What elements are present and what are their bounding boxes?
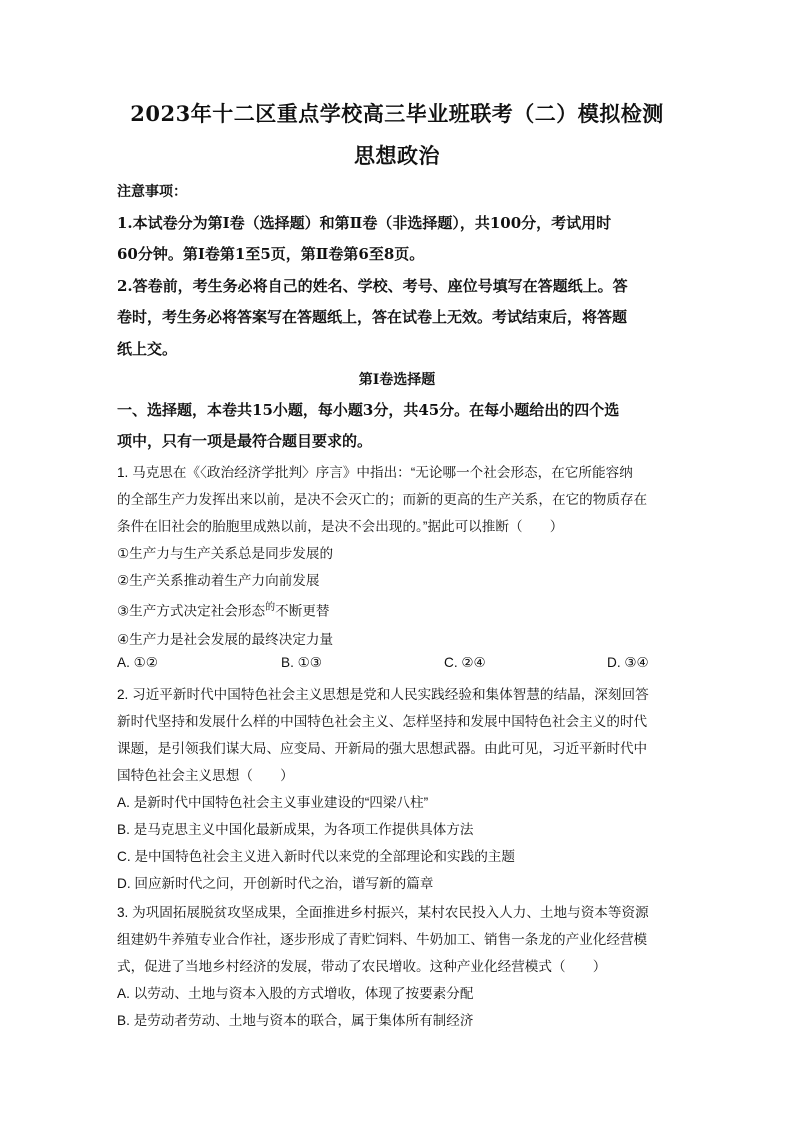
q1-option-a: A. ①② bbox=[117, 655, 158, 670]
q2-option-a: A. 是新时代中国特色社会主义事业建设的“四梁八柱” bbox=[117, 795, 429, 810]
section-intro-line-1: 一、选择题，本卷共15小题，每小题3分，共45分。在每小题给出的四个选 bbox=[117, 401, 620, 419]
q1-statement-3-part-c: 不断更替 bbox=[275, 603, 330, 619]
q3-line-3: 式，促进了当地乡村经济的发展，带动了农民增收。这种产业化经营模式（ ） bbox=[117, 959, 607, 974]
q1-line-3: 条件在旧社会的胎胞里成熟以前，是决不会出现的。”据此可以推断（ ） bbox=[117, 519, 564, 534]
q1-option-d: D. ③④ bbox=[607, 655, 649, 670]
notice-item-2-line-2: 卷时，考生务必将答案写在答题纸上，答在试卷上无效。考试结束后，将答题 bbox=[117, 308, 628, 326]
q1-statement-4: ④生产力是社会发展的最终决定力量 bbox=[117, 632, 334, 647]
q3-option-a: A. 以劳动、土地与资本入股的方式增收，体现了按要素分配 bbox=[117, 986, 474, 1001]
q1-statement-3-part-b: 的 bbox=[265, 602, 276, 613]
section-title: 第Ⅰ卷选择题 bbox=[358, 372, 436, 388]
q2-option-c: C. 是中国特色社会主义进入新时代以来党的全部理论和实践的主题 bbox=[117, 849, 515, 864]
q1-option-b: B. ①③ bbox=[281, 655, 322, 670]
q2-line-4: 国特色社会主义思想（ ） bbox=[117, 768, 294, 783]
notice-item-2-line-1: 2.答卷前，考生务必将自己的姓名、学校、考号、座位号填写在答题纸上。答 bbox=[117, 277, 628, 295]
notice-item-1-line-2: 60分钟。第Ⅰ卷第1至5页，第Ⅱ卷第6至8页。 bbox=[117, 245, 425, 263]
q2-option-d: D. 回应新时代之问，开创新时代之治，谱写新的篇章 bbox=[117, 876, 434, 891]
q1-statement-2: ②生产关系推动着生产力向前发展 bbox=[117, 573, 320, 588]
q1-options bbox=[117, 655, 657, 675]
q1-line-2: 的全部生产力发挥出来以前，是决不会灭亡的；而新的更高的生产关系，在它的物质存在 bbox=[117, 492, 648, 507]
section-intro-line-2: 项中，只有一项是最符合题目要求的。 bbox=[117, 432, 373, 450]
q1-statement-3-part-a: ③生产方式决定社会形态 bbox=[117, 603, 266, 619]
notice-item-2-line-3: 纸上交。 bbox=[117, 340, 178, 358]
subject-title: 思想政治 bbox=[354, 143, 440, 168]
notice-heading: 注意事项： bbox=[117, 184, 187, 200]
q2-line-2: 新时代坚持和发展什么样的中国特色社会主义、怎样坚持和发展中国特色社会主义的时代 bbox=[117, 714, 648, 729]
q3-option-b: B. 是劳动者劳动、土地与资本的联合，属于集体所有制经济 bbox=[117, 1013, 474, 1028]
q2-option-b: B. 是马克思主义中国化最新成果，为各项工作提供具体方法 bbox=[117, 822, 474, 837]
q2-line-1: 2. 习近平新时代中国特色社会主义思想是党和人民实践经验和集体智慧的结晶，深刻回答 bbox=[117, 687, 649, 702]
exam-title: 2023年十二区重点学校高三毕业班联考（二）模拟检测 bbox=[130, 101, 664, 126]
q3-line-1: 3. 为巩固拓展脱贫攻坚成果，全面推进乡村振兴，某村农民投入人力、土地与资本等资源 bbox=[117, 905, 649, 920]
q2-line-3: 课题，是引领我们谋大局、应变局、开新局的强大思想武器。由此可见，习近平新时代中 bbox=[117, 741, 648, 756]
q1-statement-3 bbox=[117, 598, 330, 620]
q1-option-c: C. ②④ bbox=[444, 655, 486, 670]
q1-line-1: 1. 马克思在《〈政治经济学批判〉序言》中指出：“无论哪一个社会形态，在它所能容纳 bbox=[117, 465, 633, 480]
notice-item-1-line-1: 1.本试卷分为第Ⅰ卷（选择题）和第Ⅱ卷（非选择题），共100分，考试用时 bbox=[117, 214, 612, 232]
q1-statement-1: ①生产力与生产关系总是同步发展的 bbox=[117, 546, 334, 561]
q3-line-2: 组建奶牛养殖专业合作社，逐步形成了青贮饲料、牛奶加工、销售一条龙的产业化经营模 bbox=[117, 932, 648, 947]
